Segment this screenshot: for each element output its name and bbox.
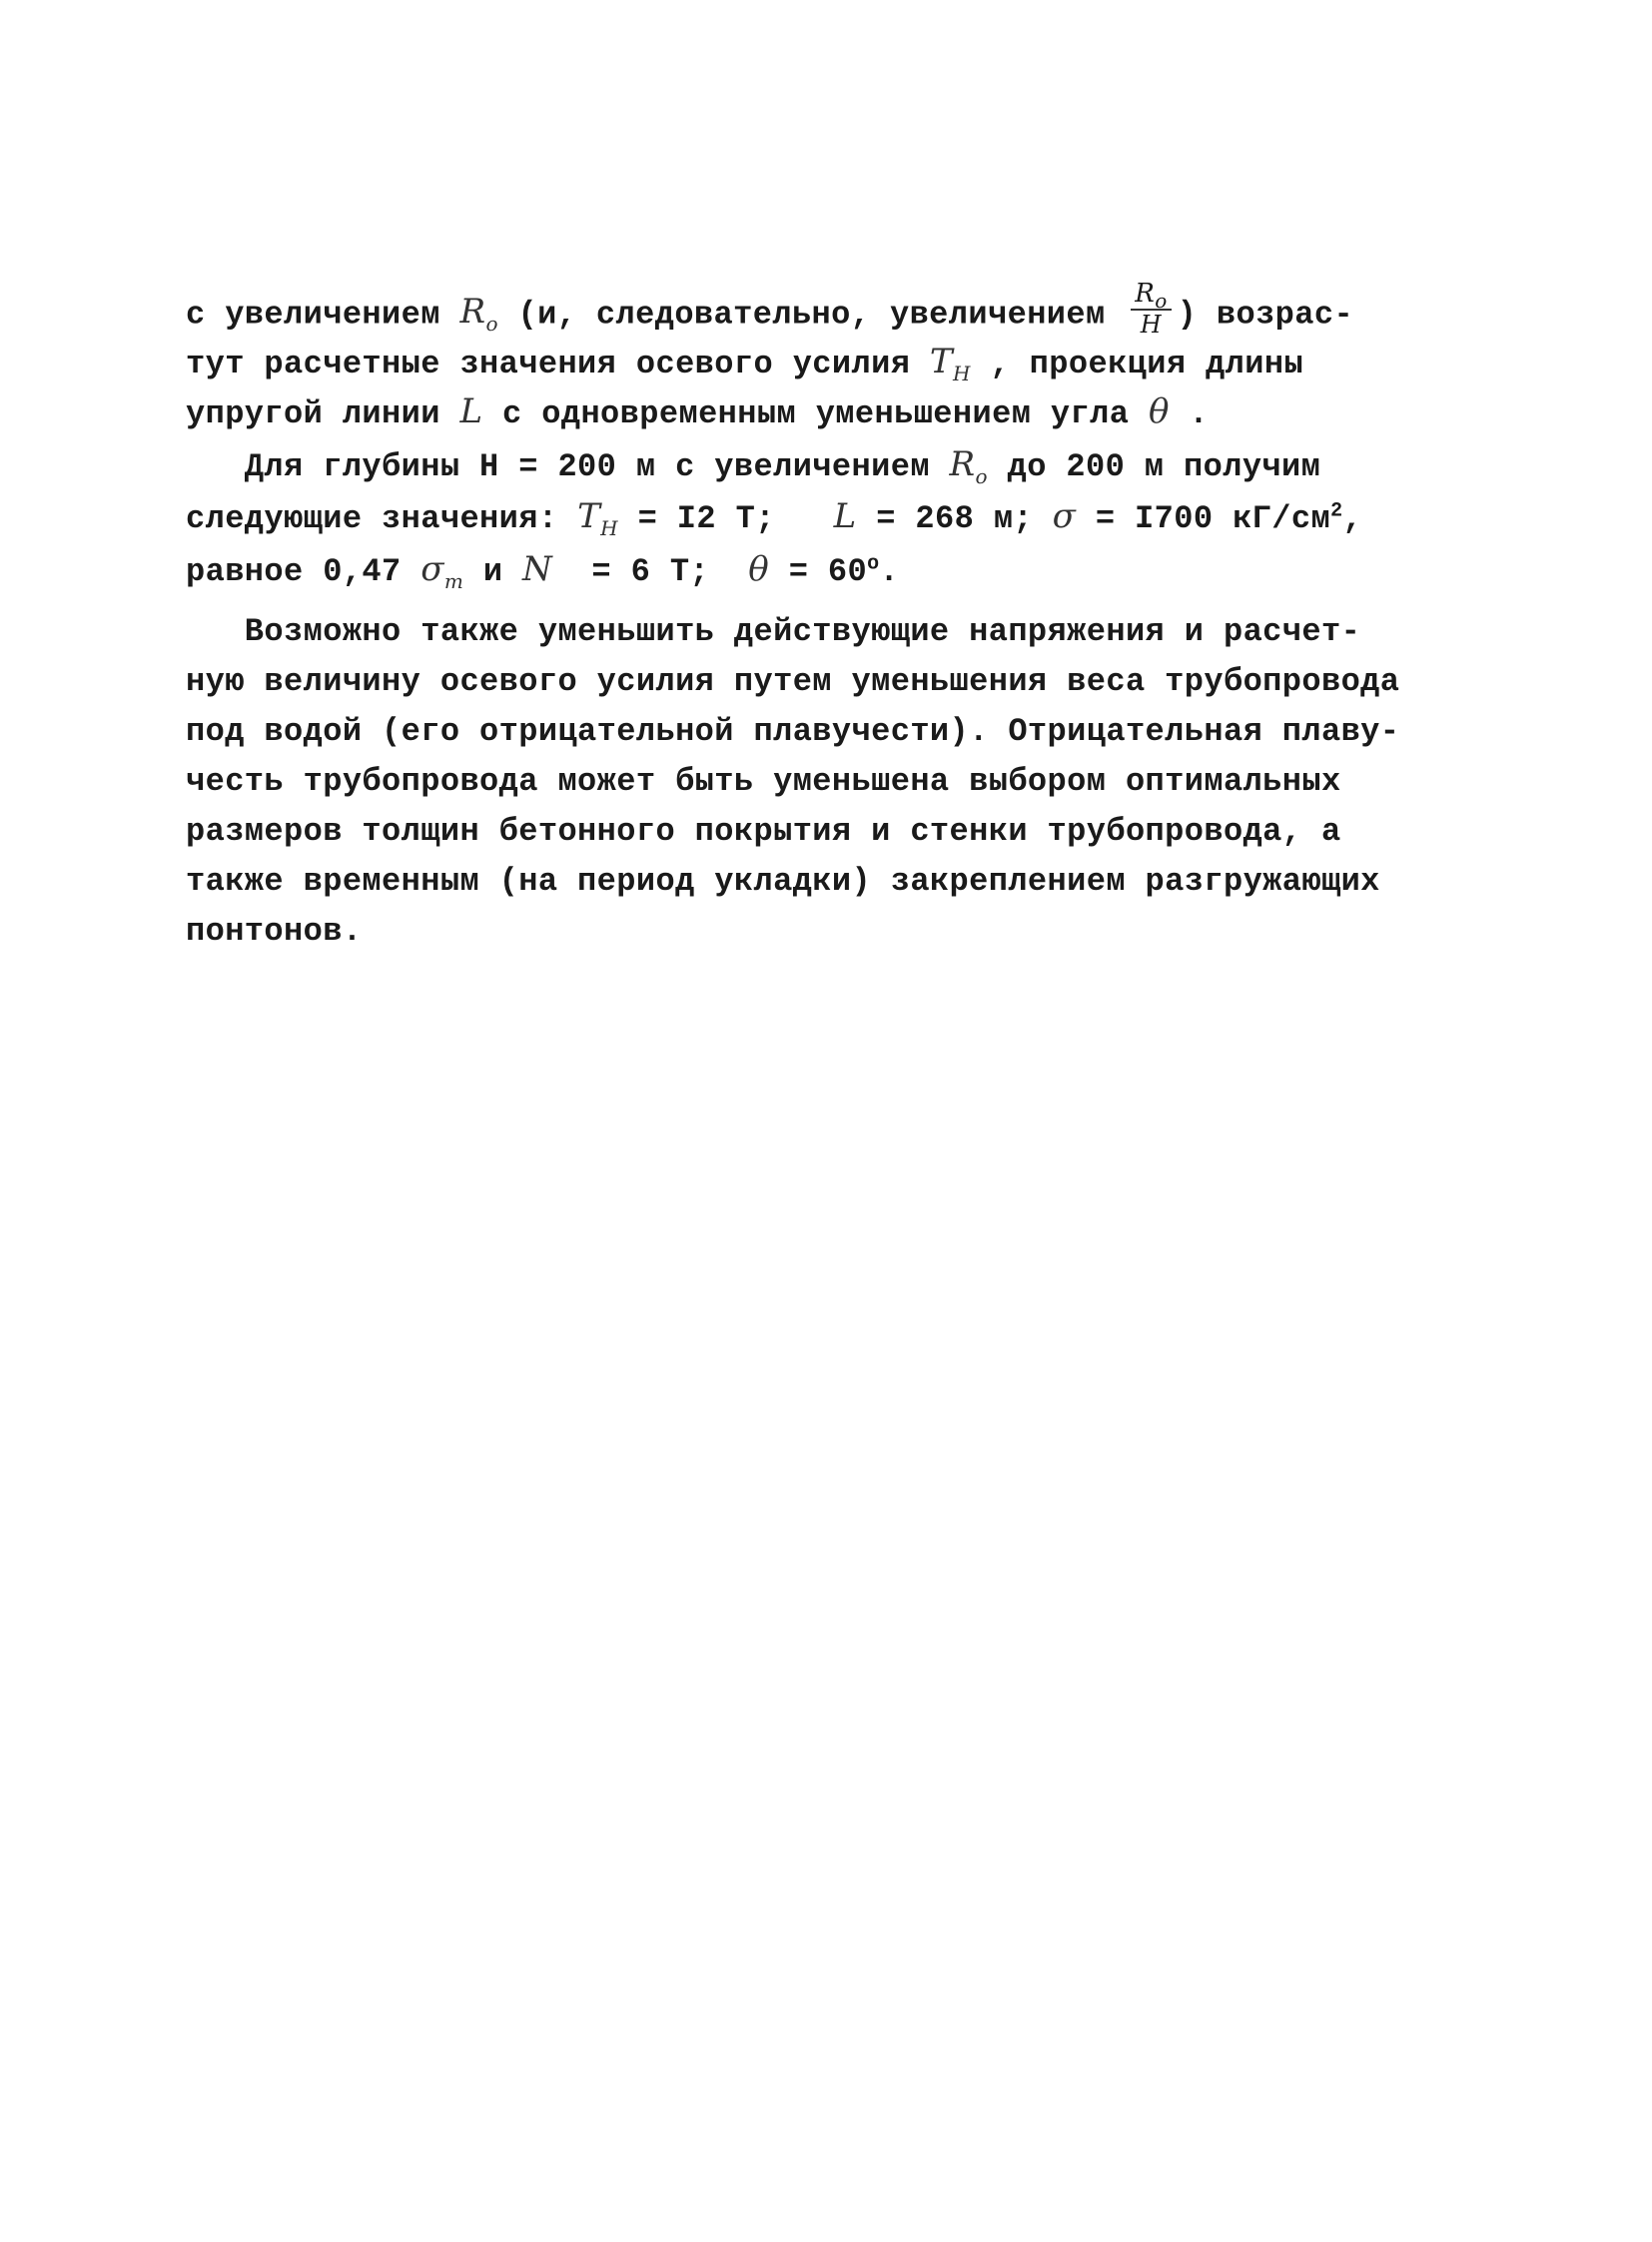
text-line-3: упругой линии L с одновременным уменьшением угла θ .	[186, 391, 1210, 432]
symbol-L: L	[833, 496, 857, 536]
symbol-sigma: σ	[1052, 496, 1077, 536]
text-line-10: честь трубопровода может быть уменьшена выбором оптимальных	[186, 763, 1341, 800]
symbol-TH: $T_H$	[577, 496, 618, 540]
fraction-numerator: $R_o$	[1131, 281, 1171, 311]
text-line-6: равное 0,47 $\sigma_т$ и N = 6 T; $\theta = 60^o$.	[186, 549, 900, 593]
text-line-12: также временным (на период укладки) закреплением разгружающих	[186, 863, 1380, 900]
symbol-R0: $R_o$	[949, 444, 988, 488]
text-line-13: понтонов.	[186, 913, 363, 950]
text-line-9: под водой (его отрицательной плавучести). Отрицательная плаву-	[186, 713, 1400, 750]
text-line-5: следующие значения: $T_H = I2$ T; L = 268 м; σ = I700 $кГ/см^2$,	[186, 496, 1363, 540]
fraction-R0-over-H	[1131, 281, 1171, 337]
text-line-2: тут расчетные значения осевого усилия $T_H$ , проекция длины	[186, 342, 1304, 385]
symbol-TH: $T_H$	[929, 342, 971, 385]
text-line-4: Для глубины H = 200 м с увеличением $R_o$ до 200 м получим	[186, 444, 1321, 488]
symbol-theta: θ	[748, 549, 770, 589]
superscript-2: 2	[1330, 499, 1343, 523]
text-line-8: ную величину осевого усилия путем уменьшения веса трубопровода	[186, 663, 1400, 700]
symbol-sigma-t: $\sigma_т$	[420, 549, 464, 593]
symbol-N: N	[522, 549, 553, 589]
degree-sign: o	[867, 552, 880, 576]
symbol-R0: $R_o$	[459, 292, 498, 337]
text-line-11: размеров толщин бетонного покрытия и стенки трубопровода, а	[186, 813, 1341, 850]
symbol-theta: θ	[1148, 391, 1170, 431]
symbol-L: L	[459, 391, 483, 431]
text-line-1: с увеличением $R_o$ (и, следовательно, увеличением $\frac{R_o}{H}$ ) возрас-	[186, 279, 1354, 339]
text-line-7: Возможно также уменьшить действующие напряжения и расчет-	[186, 613, 1361, 650]
fraction-denominator: H	[1140, 311, 1163, 339]
